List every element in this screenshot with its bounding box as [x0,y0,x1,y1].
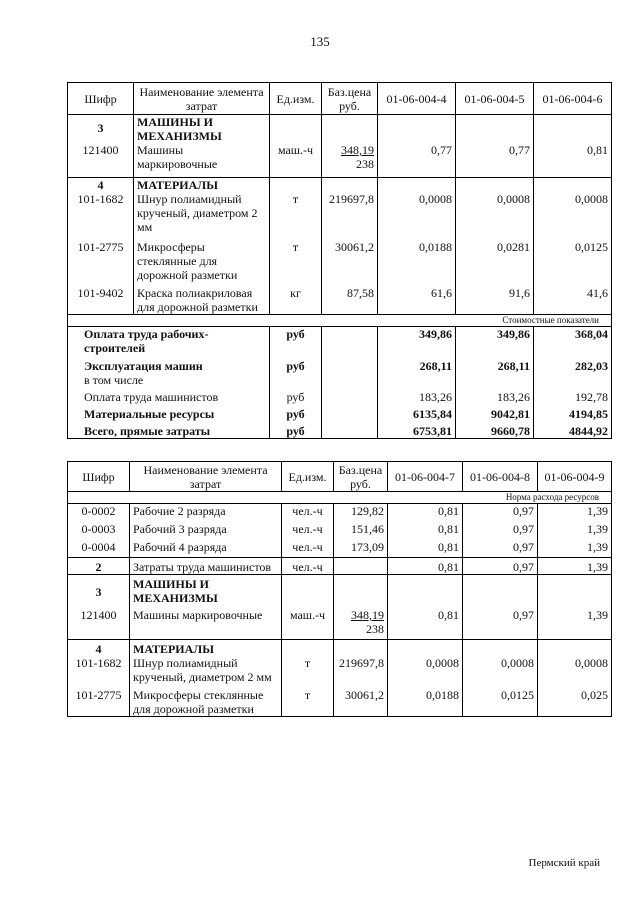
cost-value-1: 349,86 [378,326,456,355]
row-value-1: 61,6 [378,282,456,315]
header-code: Шифр [68,462,130,492]
price-value-2: 238 [366,622,384,636]
table-row [68,684,612,717]
section-row-machines [68,575,612,606]
section-code: 4 [68,177,134,192]
section-row-materials [68,639,612,656]
row-value-3: 0,81 [534,143,612,177]
row-name: Рабочие 2 разряда [130,504,282,522]
row-unit: чел.-ч [282,504,334,522]
cost-unit: руб [270,404,322,421]
table-row [68,504,612,522]
row-value-3: 1,39 [538,605,612,639]
cost-name: Материальные ресурсы [68,404,270,421]
header-col-1: 01-06-004-4 [378,83,456,115]
table-header-row [68,462,612,492]
row-value-2: 0,0008 [463,656,538,684]
row-value-2: 0,0008 [456,192,534,234]
row-price: 129,82 [334,504,388,522]
cost-value-2: 9660,78 [456,421,534,439]
row-value-2: 0,97 [463,605,538,639]
row-value-2: 0,97 [463,540,538,558]
header-col-2: 01-06-004-5 [456,83,534,115]
price-value-2: 238 [356,157,374,171]
row-value-1: 0,81 [388,605,463,639]
cost-name: Оплата труда машинистов [68,387,270,404]
estimate-table-2 [67,461,612,717]
table-row [68,656,612,684]
row-value-3: 1,39 [538,540,612,558]
row-value-1: 0,0008 [388,656,463,684]
table-row [68,540,612,558]
row-value-2: 91,6 [456,282,534,315]
price-value: 348,19 [351,608,384,622]
footer-region: Пермский край [528,857,600,869]
cost-unit: руб [270,421,322,439]
row-unit: чел.-ч [282,558,334,575]
table-row [68,522,612,540]
row-code: 0-0002 [68,504,130,522]
row-name: Рабочий 4 разряда [130,540,282,558]
cost-row [68,404,612,421]
row-code: 121400 [68,143,134,177]
row-value-1: 0,81 [388,522,463,540]
cost-row [68,387,612,404]
header-name: Наименование элемента затрат [130,462,282,492]
header-unit: Ед.изм. [270,83,322,115]
subheader-row [68,492,612,504]
row-name: Рабочий 3 разряда [130,522,282,540]
header-col-1: 01-06-004-7 [388,462,463,492]
section-title: МАШИНЫ И МЕХАНИЗМЫ [130,575,282,606]
row-name: Шнур полиамидный крученый, диаметром 2 мм [130,656,282,684]
row-value-3: 0,0008 [538,656,612,684]
cost-value-2: 349,86 [456,326,534,355]
cost-value-2: 9042,81 [456,404,534,421]
section-title: МАТЕРИАЛЫ [134,177,270,192]
row-value-3: 1,39 [538,558,612,575]
row-unit: т [282,656,334,684]
row-price: 87,58 [322,282,378,315]
subheader-label: Стоимостные показатели [68,314,612,326]
cost-value-3: 192,78 [534,387,612,404]
section-title: МАШИНЫ И МЕХАНИЗМЫ [134,115,270,144]
section-row-materials [68,177,612,192]
page-number: 135 [310,34,330,49]
price-value: 348,19 [341,143,374,157]
table-row [68,558,612,575]
cost-value-3: 4194,85 [534,404,612,421]
row-value-1: 0,0008 [378,192,456,234]
row-code: 2 [68,558,130,575]
header-price: Баз.цена руб. [334,462,388,492]
row-code: 101-1682 [68,656,130,684]
row-unit: т [270,234,322,282]
row-value-1: 0,77 [378,143,456,177]
row-name: Шнур полиамидный крученый, диаметром 2 мм [134,192,270,234]
row-code: 0-0003 [68,522,130,540]
row-value-3: 0,0008 [534,192,612,234]
table-row [68,192,612,234]
cost-value-1: 6753,81 [378,421,456,439]
table-row [68,234,612,282]
row-unit: чел.-ч [282,522,334,540]
row-value-1: 0,0188 [378,234,456,282]
row-name: Микросферы стеклянные для дорожной разметки [134,234,270,282]
row-code: 101-2775 [68,234,134,282]
subheader-row [68,314,612,326]
cost-unit: руб [270,355,322,387]
table-row [68,605,612,639]
table-row [68,282,612,315]
header-col-3: 01-06-004-6 [534,83,612,115]
row-unit: кг [270,282,322,315]
row-name: Машины маркировочные [134,143,270,177]
header-name: Наименование элемента затрат [134,83,270,115]
cost-unit: руб [270,387,322,404]
row-name: Затраты труда машинистов [130,558,282,575]
cost-row [68,326,612,355]
row-unit: чел.-ч [282,540,334,558]
row-unit: маш.-ч [282,605,334,639]
row-value-3: 0,0125 [534,234,612,282]
row-price: 173,09 [334,540,388,558]
header-price: Баз.цена руб. [322,83,378,115]
cost-row-total [68,421,612,439]
cost-value-1: 183,26 [378,387,456,404]
cost-name-cell [68,355,270,387]
row-code: 121400 [68,605,130,639]
cost-row [68,355,612,387]
row-code: 0-0004 [68,540,130,558]
row-name: Машины маркировочные [130,605,282,639]
row-value-2: 0,97 [463,558,538,575]
cost-name: Оплата труда рабочих-строителей [68,326,270,355]
cost-value-2: 183,26 [456,387,534,404]
row-code: 101-9402 [68,282,134,315]
row-value-2: 0,77 [456,143,534,177]
row-value-1: 0,81 [388,504,463,522]
row-value-2: 0,0281 [456,234,534,282]
cost-value-3: 4844,92 [534,421,612,439]
row-value-1: 0,81 [388,558,463,575]
row-price: 151,46 [334,522,388,540]
row-price: 219697,8 [334,656,388,684]
row-value-3: 1,39 [538,522,612,540]
cost-value-3: 368,04 [534,326,612,355]
cost-value-1: 268,11 [378,355,456,387]
row-price: 30061,2 [322,234,378,282]
header-code: Шифр [68,83,134,115]
section-title: МАТЕРИАЛЫ [130,639,282,656]
row-unit: т [270,192,322,234]
subheader-label: Норма расхода ресурсов [68,492,612,504]
row-price [334,605,388,639]
row-value-2: 0,97 [463,504,538,522]
table-header-row [68,83,612,115]
row-value-3: 41,6 [534,282,612,315]
cost-value-2: 268,11 [456,355,534,387]
header-unit: Ед.изм. [282,462,334,492]
row-price: 219697,8 [322,192,378,234]
cost-value-3: 282,03 [534,355,612,387]
row-unit: маш.-ч [270,143,322,177]
cost-value-1: 6135,84 [378,404,456,421]
row-name: Краска полиакриловая для дорожной разметки [134,282,270,315]
cost-name: Эксплуатация машин [84,358,203,373]
header-col-2: 01-06-004-8 [463,462,538,492]
section-row-machines [68,115,612,144]
cost-note: в том числе [84,372,144,387]
row-value-3: 0,025 [538,684,612,717]
row-unit: т [282,684,334,717]
table-row [68,143,612,177]
section-code: 3 [68,575,130,606]
section-code: 3 [68,115,134,144]
row-value-2: 0,0125 [463,684,538,717]
cost-unit: руб [270,326,322,355]
estimate-table-1 [67,82,612,439]
row-price: 30061,2 [334,684,388,717]
row-price [322,143,378,177]
section-code: 4 [68,639,130,656]
row-value-1: 0,81 [388,540,463,558]
header-col-3: 01-06-004-9 [538,462,612,492]
row-value-3: 1,39 [538,504,612,522]
row-code: 101-1682 [68,192,134,234]
row-value-2: 0,97 [463,522,538,540]
row-code: 101-2775 [68,684,130,717]
row-name: Микросферы стеклянные для дорожной разметки [130,684,282,717]
row-value-1: 0,0188 [388,684,463,717]
cost-name: Всего, прямые затраты [68,421,270,439]
